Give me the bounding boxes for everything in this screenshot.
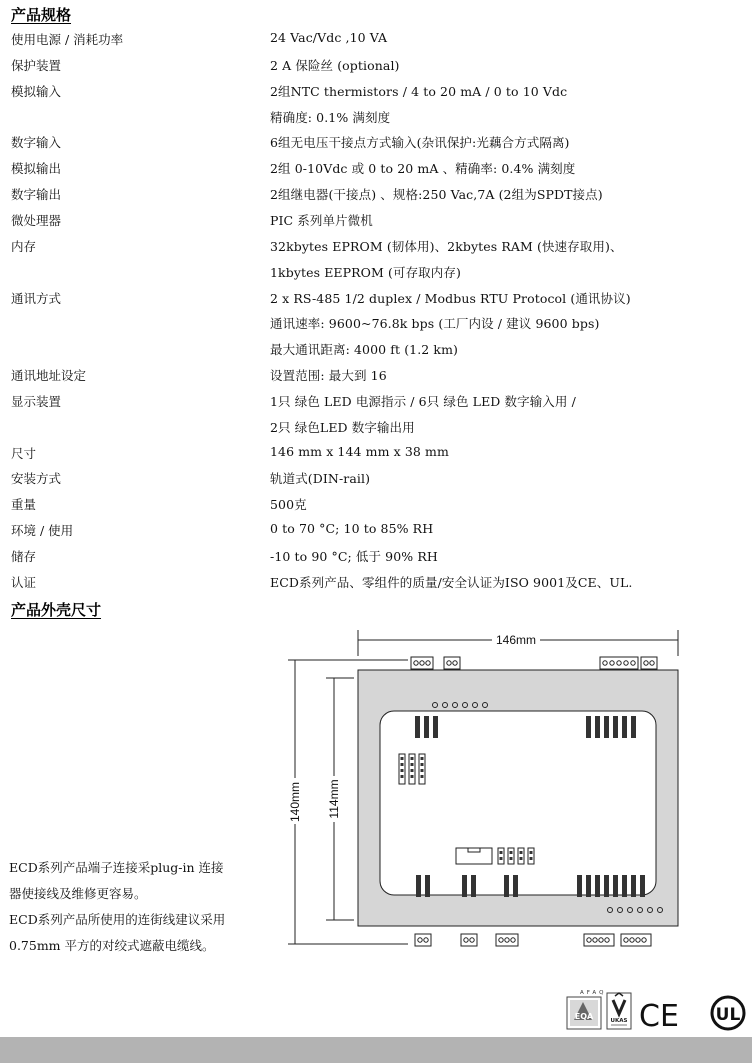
- bottom-terminal-blocks: [415, 934, 651, 946]
- spec-value: PIC 系列单片微机: [270, 212, 373, 228]
- spec-label: 储存: [11, 549, 37, 564]
- spec-label: 保护装置: [11, 57, 62, 73]
- spec-row: [0, 234, 752, 256]
- footer-bar: [0, 1037, 752, 1063]
- afaq-logo: [567, 990, 606, 1029]
- spec-row: [0, 156, 752, 178]
- spec-row: [0, 182, 752, 204]
- spec-label: 微处理器: [11, 212, 62, 228]
- spec-value: 2 x RS-485 1/2 duplex / Modbus RTU Protocol (通讯协议): [270, 290, 631, 306]
- note-line: 0.75mm 平方的对绞式遮蔽电缆线。: [9, 938, 215, 953]
- spec-row: [0, 311, 752, 333]
- spec-value: 轨道式(DIN-rail): [270, 471, 371, 487]
- spec-row: [0, 79, 752, 101]
- spec-row: [0, 286, 752, 308]
- spec-label: 通讯地址设定: [11, 368, 87, 384]
- spec-row: [0, 105, 752, 127]
- top-terminal-blocks: [411, 657, 657, 669]
- spec-value: 2 A 保险丝 (optional): [270, 57, 400, 73]
- spec-value: 2组继电器(干接点) 、规格:250 Vac,7A (2组为SPDT接点): [270, 187, 603, 203]
- note-line: 器使接线及维修更容易。: [9, 886, 147, 901]
- spec-row: [0, 492, 752, 514]
- spec-row: [0, 441, 752, 463]
- spec-label: 显示装置: [11, 393, 62, 409]
- outer-height-dimension-label: 140mm: [288, 781, 302, 823]
- dip-switches: [399, 754, 425, 784]
- spec-row: [0, 570, 752, 592]
- spec-value: 2只 绿色LED 数字输出用: [270, 419, 415, 435]
- spec-row: [0, 27, 752, 49]
- spec-value: ECD系列产品、零组件的质量/安全认证为ISO 9001及CE、UL.: [270, 574, 633, 590]
- spec-value: 1kbytes EEPROM (可存取内存): [270, 264, 461, 280]
- svg-text:EQA: EQA: [574, 1012, 594, 1021]
- spec-row: [0, 518, 752, 540]
- spec-label: 模拟输入: [11, 83, 62, 99]
- spec-value: 24 Vac/Vdc ,10 VA: [270, 30, 388, 45]
- spec-label: 安装方式: [11, 471, 62, 487]
- spec-value: 设置范围: 最大到 16: [270, 368, 387, 384]
- spec-label: 环境 / 使用: [11, 523, 74, 539]
- spec-row: [0, 389, 752, 411]
- note-line: ECD系列产品端子连接采plug-in 连接: [9, 860, 224, 875]
- spec-row: [0, 466, 752, 488]
- spec-row: [0, 415, 752, 437]
- spec-label: 模拟输出: [11, 161, 62, 177]
- svg-text:UL: UL: [715, 1005, 741, 1025]
- spec-value: 2组NTC thermistors / 4 to 20 mA / 0 to 10 Vdc: [270, 83, 568, 99]
- ukas-logo: [607, 993, 631, 1029]
- svg-text:UKAS: UKAS: [610, 1018, 628, 1024]
- spec-label: 使用电源 / 消耗功率: [11, 32, 124, 47]
- spec-value: 最大通讯距离: 4000 ft (1.2 km): [270, 342, 459, 358]
- ul-mark: [712, 997, 744, 1029]
- spec-value: 0 to 70 °C; 10 to 85% RH: [270, 521, 434, 537]
- inner-height-dimension-label: 114mm: [327, 779, 341, 819]
- spec-value: 32kbytes EPROM (韧体用)、2kbytes RAM (快速存取用)、: [270, 238, 623, 254]
- spec-value: 精确度: 0.1% 满刻度: [270, 109, 391, 125]
- width-dimension-label: 146mm: [495, 633, 537, 647]
- spec-label: 认证: [11, 574, 37, 590]
- spec-label: 数字输出: [11, 187, 62, 203]
- spec-value: 通讯速率: 9600~76.8k bps (工厂内设 / 建议 9600 bps): [270, 316, 600, 332]
- front-panel: [380, 711, 656, 895]
- ce-mark: CE: [639, 999, 679, 1034]
- spec-row: [0, 53, 752, 75]
- spec-row: [0, 208, 752, 230]
- spec-value: -10 to 90 °C; 低于 90% RH: [270, 549, 438, 564]
- spec-value: 2组 0-10Vdc 或 0 to 20 mA 、精确率: 0.4% 满刻度: [270, 161, 576, 177]
- certification-logos: [566, 988, 748, 1034]
- spec-value: 1只 绿色 LED 电源指示 / 6只 绿色 LED 数字输入用 /: [270, 393, 576, 409]
- spec-value: 500克: [270, 497, 307, 513]
- spec-label: 数字输入: [11, 135, 62, 151]
- spec-label: 重量: [11, 497, 37, 513]
- dimension-section-title: 产品外壳尺寸: [11, 601, 102, 619]
- spec-section-title: 产品规格: [11, 6, 72, 24]
- spec-row: [0, 363, 752, 385]
- spec-row: [0, 337, 752, 359]
- spec-label: 通讯方式: [11, 290, 62, 306]
- spec-value: 6组无电压干接点方式输入(杂讯保护:光藕合方式隔离): [270, 135, 570, 151]
- spec-row: [0, 544, 752, 566]
- enclosure-dimension-drawing: [268, 626, 684, 956]
- svg-text:AFAQ: AFAQ: [580, 990, 607, 996]
- spec-row: [0, 130, 752, 152]
- spec-value: 146 mm x 144 mm x 38 mm: [270, 443, 449, 459]
- note-line: ECD系列产品所使用的连街线建议采用: [9, 912, 226, 927]
- spec-row: [0, 260, 752, 282]
- spec-label: 内存: [11, 238, 37, 254]
- spec-label: 尺寸: [11, 445, 37, 461]
